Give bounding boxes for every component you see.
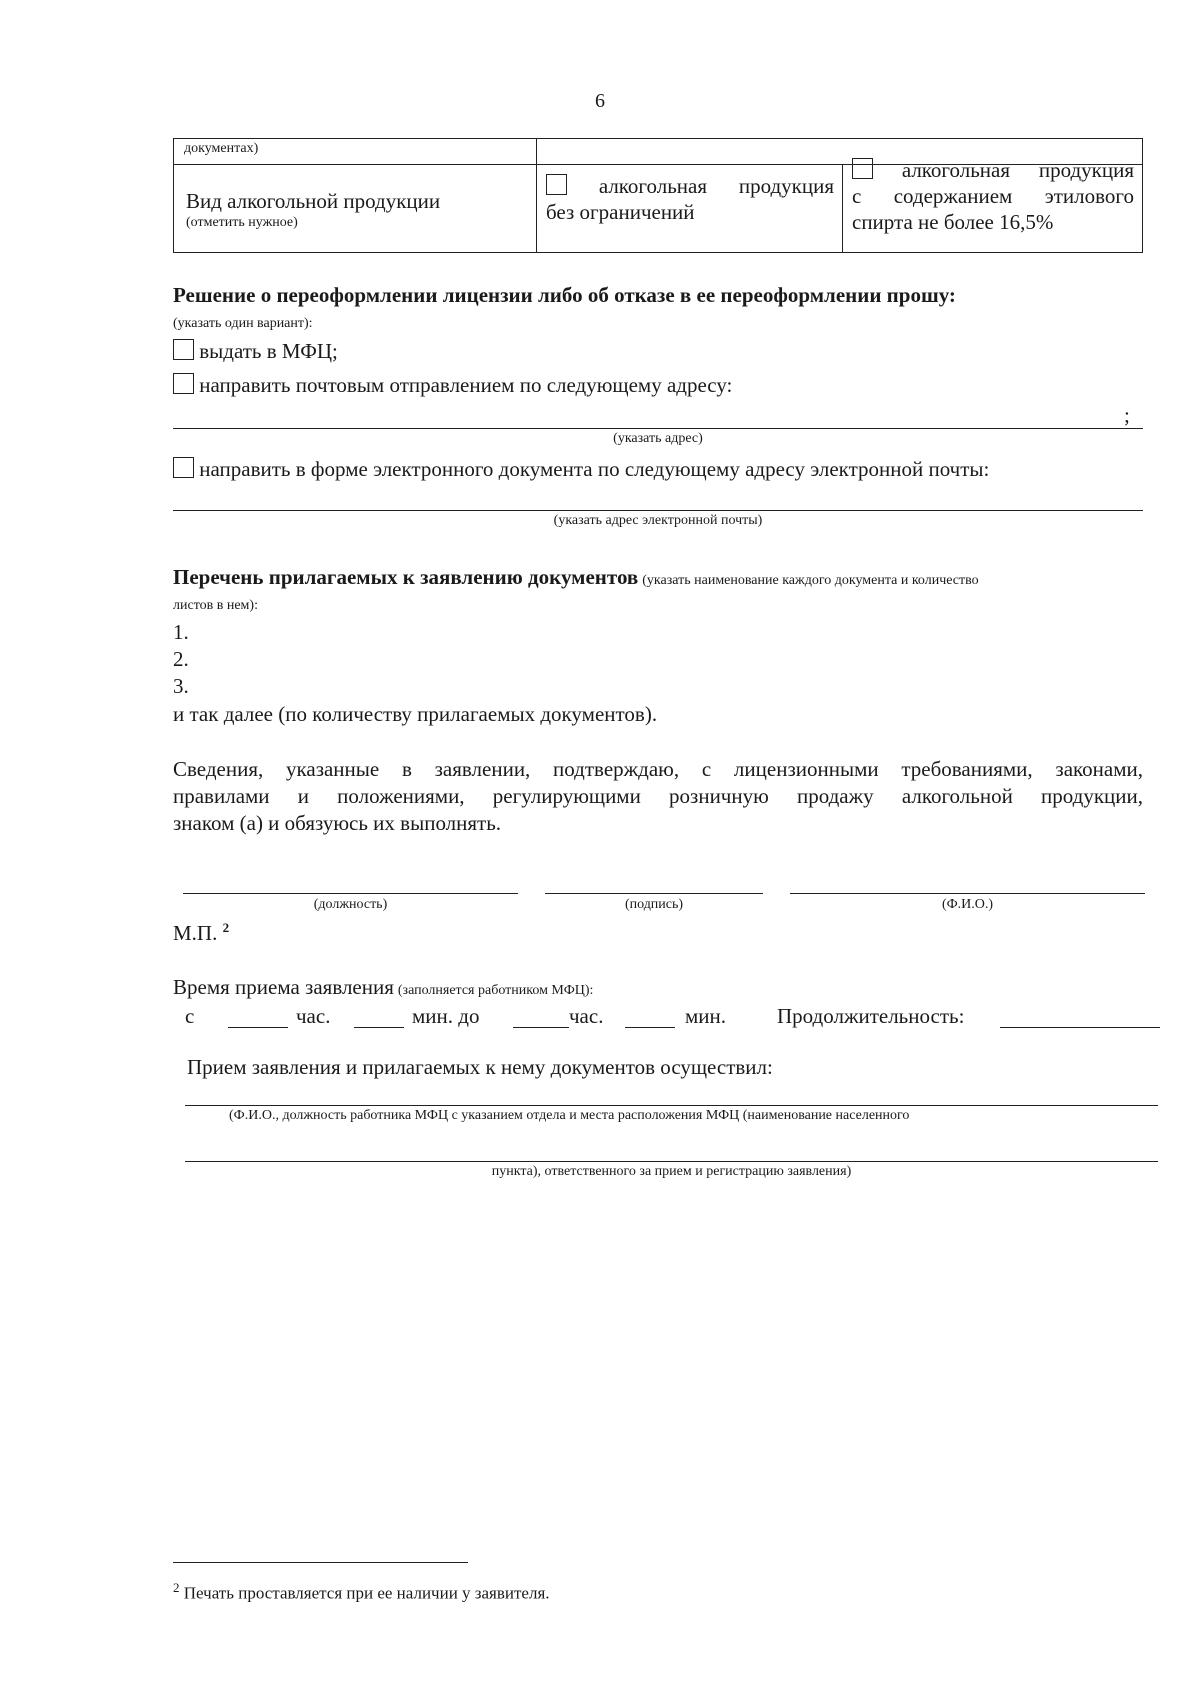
address-hint: (указать адрес)	[613, 431, 703, 446]
accepted-by-hint-2: пункта), ответственного за прием и регистрацию заявления)	[491, 1164, 852, 1179]
hour-to-field[interactable]	[513, 1027, 569, 1028]
signature-hint: (подпись)	[624, 897, 684, 912]
checkbox-icon[interactable]	[173, 373, 194, 394]
table-divider	[536, 139, 537, 252]
minute-to-field[interactable]	[625, 1027, 675, 1028]
list-item: 3.	[173, 674, 189, 698]
email-hint: (указать адрес электронной почты)	[553, 513, 763, 528]
semicolon: ;	[1124, 403, 1130, 427]
page-number: 6	[595, 90, 605, 112]
time-from-label: с	[185, 1004, 195, 1028]
documents-heading: Перечень прилагаемых к заявлению документов (указать наименование каждого документа и количество	[173, 565, 979, 589]
duration-label: Продолжительность:	[777, 1004, 965, 1028]
checkbox-icon[interactable]	[173, 457, 194, 478]
product-type-table	[173, 138, 1143, 253]
position-hint: (должность)	[313, 897, 388, 912]
option-issue-mfc[interactable]: выдать в МФЦ;	[173, 339, 338, 364]
option-post[interactable]: направить почтовым отправлением по следующему адресу:	[173, 373, 732, 398]
email-line[interactable]	[173, 510, 1143, 511]
signature-line[interactable]	[545, 893, 763, 894]
confirmation-paragraph: Сведения, указанные в заявлении, подтверждаю, с лицензионными требованиями, законами, правилами и положениями, регулирующими розничную продажу алкогольной продукции, знаком (а) и обязуюсь их выполнять.	[173, 757, 1143, 835]
hour-to-label: час.	[569, 1004, 604, 1028]
fio-line[interactable]	[790, 893, 1145, 894]
decision-hint: (указать один вариант):	[173, 316, 313, 331]
reception-time-heading: Время приема заявления (заполняется работником МФЦ):	[173, 975, 594, 999]
minute-from-field[interactable]	[354, 1027, 404, 1028]
documents-hint-cont: листов в нем):	[173, 598, 258, 613]
checkbox-icon[interactable]	[173, 339, 194, 360]
duration-field[interactable]	[1000, 1027, 1160, 1028]
min-to-label: мин. до	[412, 1004, 480, 1028]
accepted-by-line[interactable]	[185, 1105, 1158, 1106]
min-label: мин.	[685, 1004, 727, 1028]
documents-etc: и так далее (по количеству прилагаемых документов).	[173, 702, 658, 726]
decision-title: Решение о переоформлении лицензии либо об отказе в ее переоформлении прошу:	[173, 283, 956, 307]
list-item: 2.	[173, 647, 189, 671]
footnote: $^2$ Печать проставляется при ее наличии у заявителя.	[173, 1580, 550, 1603]
table-divider	[842, 164, 843, 252]
footnote-separator	[173, 1562, 468, 1563]
checkbox-icon[interactable]	[546, 174, 567, 195]
checkbox-icon[interactable]	[852, 158, 873, 179]
option-limit-16[interactable]: алкогольная продукция с содержанием этилового спирта не более 16,5%	[852, 158, 1134, 234]
stamp-place: М.П. $^2$	[173, 920, 230, 945]
fio-hint: (Ф.И.О.)	[941, 897, 994, 912]
product-type-label: Вид алкогольной продукции	[186, 189, 441, 213]
hour-from-field[interactable]	[228, 1027, 288, 1028]
list-item: 1.	[173, 620, 189, 644]
hour-label: час.	[296, 1004, 331, 1028]
accepted-by-hint: (Ф.И.О., должность работника МФЦ с указанием отдела и места расположения МФЦ (наименование населенного	[229, 1108, 910, 1123]
position-line[interactable]	[183, 893, 518, 894]
option-email[interactable]: направить в форме электронного документа по следующему адресу электронной почты:	[173, 457, 989, 482]
accepted-by-line-2[interactable]	[185, 1161, 1158, 1162]
accepted-by-label: Прием заявления и прилагаемых к нему документов осуществил:	[187, 1055, 773, 1079]
table-cell-continued: документах)	[184, 141, 259, 156]
option-no-limit[interactable]: алкогольная продукция без ограничений	[546, 174, 834, 224]
address-line[interactable]	[173, 428, 1143, 429]
product-type-hint: (отметить нужное)	[186, 215, 298, 230]
